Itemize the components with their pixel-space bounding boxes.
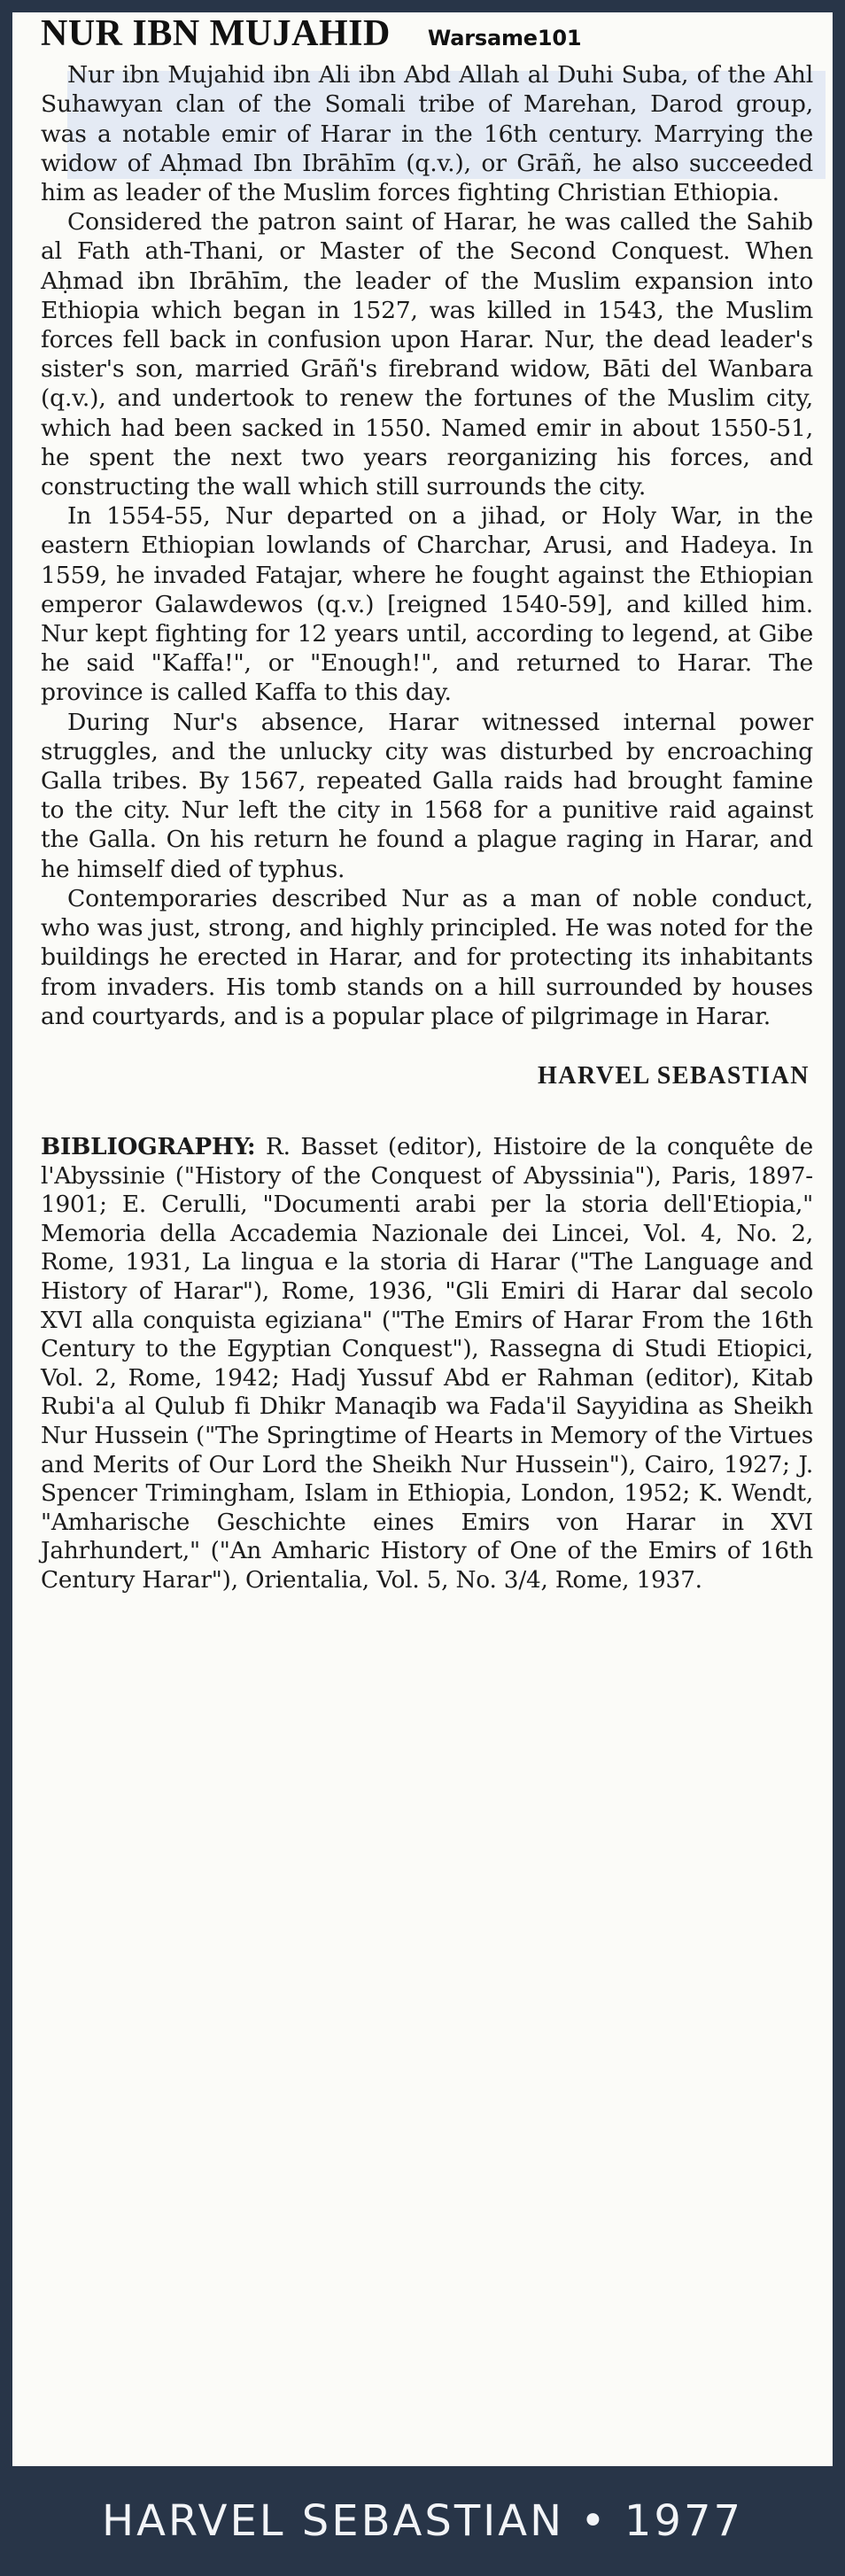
article-body <box>41 13 813 1595</box>
article-paragraph: During Nur's absence, Harar witnessed internal power struggles, and the unlucky city was disturbed by encroaching Galla tribes. By 1567, repeated Galla raids had brought famine to the city. Nur left the city in 1568 for a punitive raid against the Galla. On his return he found a plague raging in Harar, and he himself died of typhus. <box>41 708 813 883</box>
caption-bar <box>0 2466 845 2576</box>
article-paragraph: In 1554-55, Nur departed on a jihad, or Holy War, in the eastern Ethiopian lowlands of Charchar, Arusi, and Hadeya. In 1559, he invaded Fatajar, where he fought against the Ethiopian emperor Galawdewos (q.v.) [reigned 1540-59], and killed him. Nur kept fighting for 12 years until, according to legend, at Gibe he said "Kaffa!", or "Enough!", and returned to Harar. The province is called Kaffa to this day. <box>41 502 813 707</box>
bibliography <box>41 1133 813 1595</box>
article-paragraph: Nur ibn Mujahid ibn Ali ibn Abd Allah al Duhi Suba, of the Ahl Suhawyan clan of the Somali tribe of Marehan, Darod group, was a notable emir of Harar in the 16th century. Marrying the widow of Aḥmad Ibn Ibrāhīm (q.v.), or Grāñ, he also succeeded him as leader of the Muslim forces fighting Christian Ethiopia. <box>41 61 813 207</box>
caption: HARVEL SEBASTIAN • 1977 <box>101 2496 744 2546</box>
clipping-paper <box>12 12 833 2466</box>
article-paragraph: Considered the patron saint of Harar, he was called the Sahib al Fath ath-Thani, or Master of the Second Conquest. When Aḥmad ibn Ibrāhīm, the leader of the Muslim expansion into Ethiopia which began in 1527, was killed in 1543, the Muslim forces fell back in confusion upon Harar. Nur, the dead leader's sister's son, married Grāñ's firebrand widow, Bāti del Wanbara (q.v.), and undertook to renew the fortunes of the Muslim city, which had been sacked in 1550. Named emir in about 1550-51, he spent the next two years reorganizing his forces, and constructing the wall which still surrounds the city. <box>41 208 813 501</box>
author-signature: HARVEL SEBASTIAN <box>538 1061 810 1090</box>
bibliography-text: R. Basset (editor), Histoire de la conquête de l'Abyssinie ("History of the Conquest of Abyssinia"), Paris, 1897-1901; E. Cerulli, "Documenti arabi per la storia dell'Etiopia," Memoria della Accademia Nazionale dei Lincei, Vol. 4, No. 2, Rome, 1931, La lingua e la storia di Harar ("The Language and History of Harar"), Rome, 1936, "Gli Emiri di Harar dal secolo XVI alla conquista egiziana" ("The Emirs of Harar From the 16th Century to the Egyptian Conquest"), Rassegna di Studi Etiopici, Vol. 2, Rome, 1942; Hadj Yussuf Abd er Rahman (editor), Kitab Rubi'a al Qulub fi Dhikr Manaqib wa Fada'il Sayyidina as Sheikh Nur Hussein ("The Springtime of Hearts in Memory of the Virtues and Merits of Our Lord the Sheikh Nur Hussein"), Cairo, 1927; J. Spencer Trimingham, Islam in Ethiopia, London, 1952; K. Wendt, "Amharische Geschichte eines Emirs von Harar in XVI Jahrhundert," ("An Amharic History of One of the Emirs of 16th Century Harar"), Orientalia, Vol. 5, No. 3/4, Rome, 1937. <box>41 1134 813 1594</box>
bibliography-label: BIBLIOGRAPHY: <box>41 1133 256 1161</box>
article-paragraph: Contemporaries described Nur as a man of noble conduct, who was just, strong, and highly principled. He was noted for the buildings he erected in Harar, and for protecting its inhabitants from invaders. His tomb stands on a hill surrounded by houses and courtyards, and is a popular place of pilgrimage in Harar. <box>41 884 813 1030</box>
entry-header <box>41 13 813 54</box>
username-label: Warsame101 <box>427 26 582 50</box>
entry-title: NUR IBN MUJAHID <box>41 13 391 54</box>
